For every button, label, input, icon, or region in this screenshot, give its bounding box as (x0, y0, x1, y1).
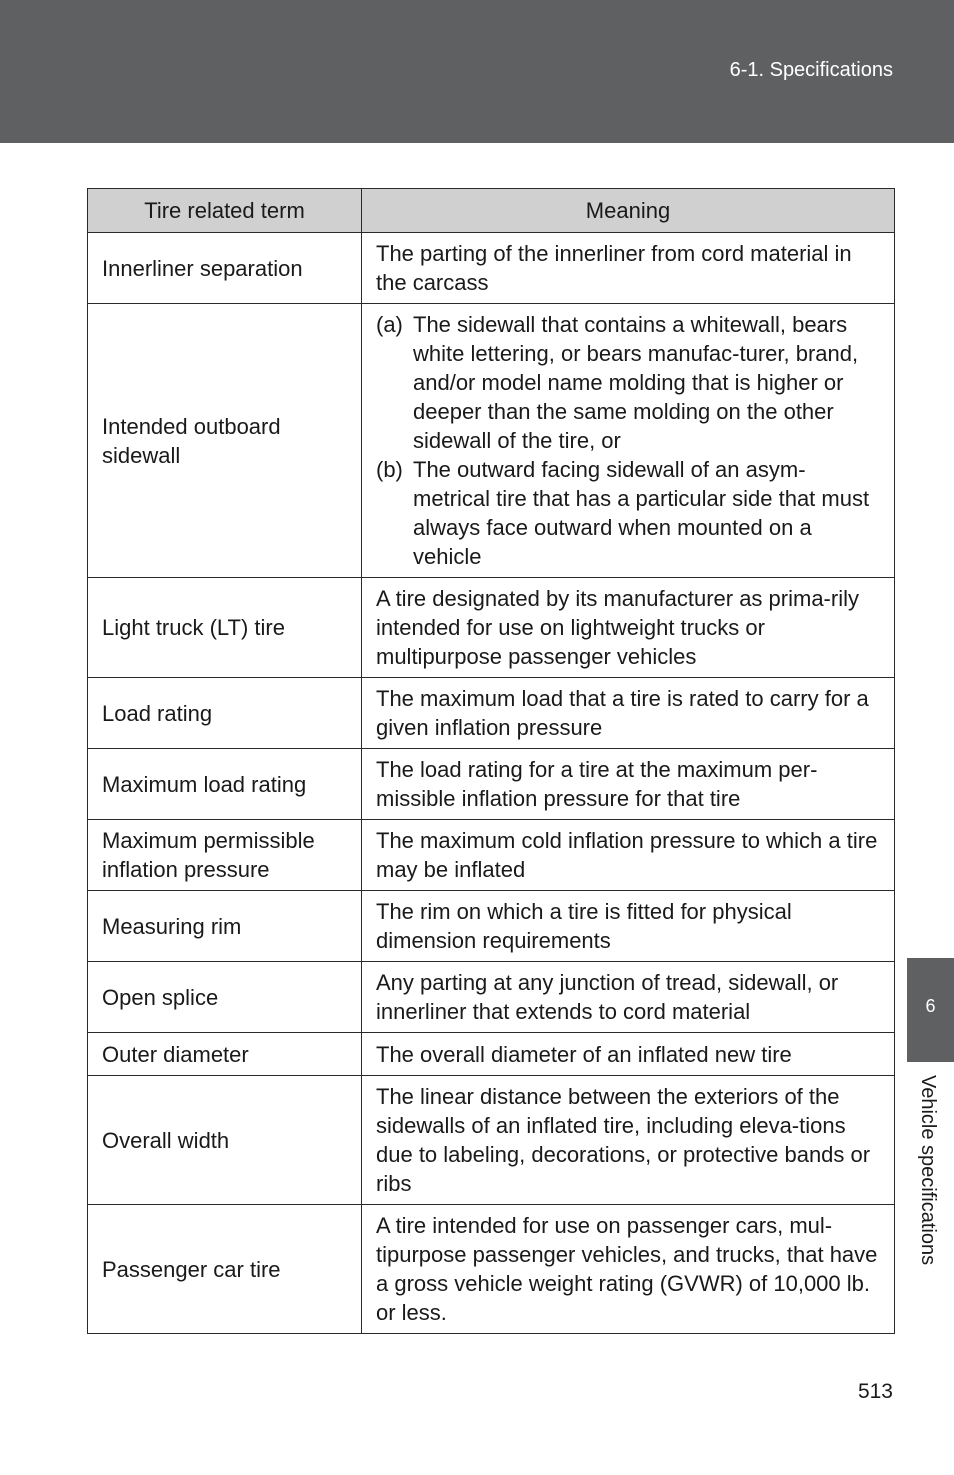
subitem-label: (b) (376, 457, 403, 482)
column-header-meaning: Meaning (362, 189, 895, 233)
meaning-cell: The linear distance between the exteriors of the sidewalls of an inflated tire, including eleva-tions due to labeling, decorations, or protective bands or ribs (362, 1076, 895, 1205)
table-row (88, 820, 895, 891)
term-cell: Overall width (88, 1076, 362, 1205)
header-band (0, 0, 954, 143)
chapter-tab (907, 958, 954, 1062)
term-cell: Maximum permissible inflation pressure (88, 820, 362, 891)
table-row (88, 304, 895, 578)
chapter-number: 6 (925, 996, 936, 1016)
table-row (88, 1033, 895, 1076)
table-row (88, 891, 895, 962)
term-cell: Innerliner separation (88, 233, 362, 304)
page-number: 513 (857, 1380, 893, 1403)
section-title: 6-1. Specifications (729, 59, 893, 81)
column-header-term: Tire related term (88, 189, 362, 233)
meaning-cell: The maximum cold inflation pressure to which a tire may be inflated (362, 820, 895, 891)
term-cell: Outer diameter (88, 1033, 362, 1076)
subitem-label: (a) (376, 312, 403, 337)
subitem-text: The sidewall that contains a whitewall, bears white lettering, or bears manufac-turer, brand, and/or model name molding that is higher or deeper than the same molding on the other sidewall of the tire, or (413, 312, 859, 453)
term-cell: Light truck (LT) tire (88, 578, 362, 678)
meaning-subitem (376, 455, 882, 571)
table-row (88, 749, 895, 820)
meaning-cell: The overall diameter of an inflated new tire (362, 1033, 895, 1076)
table-row (88, 578, 895, 678)
meaning-subitem (376, 310, 882, 455)
term-cell: Measuring rim (88, 891, 362, 962)
meaning-cell: A tire intended for use on passenger cars, mul-tipurpose passenger vehicles, and trucks, that have a gross vehicle weight rating (GVWR) of 10,000 lb. or less. (362, 1205, 895, 1334)
table-row (88, 962, 895, 1033)
table-row (88, 678, 895, 749)
meaning-cell: The parting of the innerliner from cord material in the carcass (362, 233, 895, 304)
meaning-cell: The load rating for a tire at the maximum per-missible inflation pressure for that tire (362, 749, 895, 820)
table-row (88, 1205, 895, 1334)
tire-terms-table (87, 188, 895, 1334)
meaning-cell: Any parting at any junction of tread, sidewall, or innerliner that extends to cord material (362, 962, 895, 1033)
term-cell: Load rating (88, 678, 362, 749)
chapter-title: Vehicle specifications (917, 1075, 939, 1266)
term-cell: Maximum load rating (88, 749, 362, 820)
table-header-row (88, 189, 895, 233)
meaning-cell (362, 304, 895, 578)
term-cell: Intended outboard sidewall (88, 304, 362, 578)
table-row (88, 1076, 895, 1205)
subitem-text: The outward facing sidewall of an asym-metrical tire that has a particular side that must always face outward when mounted on a vehicle (413, 457, 870, 569)
meaning-cell: The maximum load that a tire is rated to carry for a given inflation pressure (362, 678, 895, 749)
meaning-cell: A tire designated by its manufacturer as prima-rily intended for use on lightweight trucks or multipurpose passenger vehicles (362, 578, 895, 678)
table-row (88, 233, 895, 304)
term-cell: Open splice (88, 962, 362, 1033)
term-cell: Passenger car tire (88, 1205, 362, 1334)
meaning-cell: The rim on which a tire is fitted for physical dimension requirements (362, 891, 895, 962)
